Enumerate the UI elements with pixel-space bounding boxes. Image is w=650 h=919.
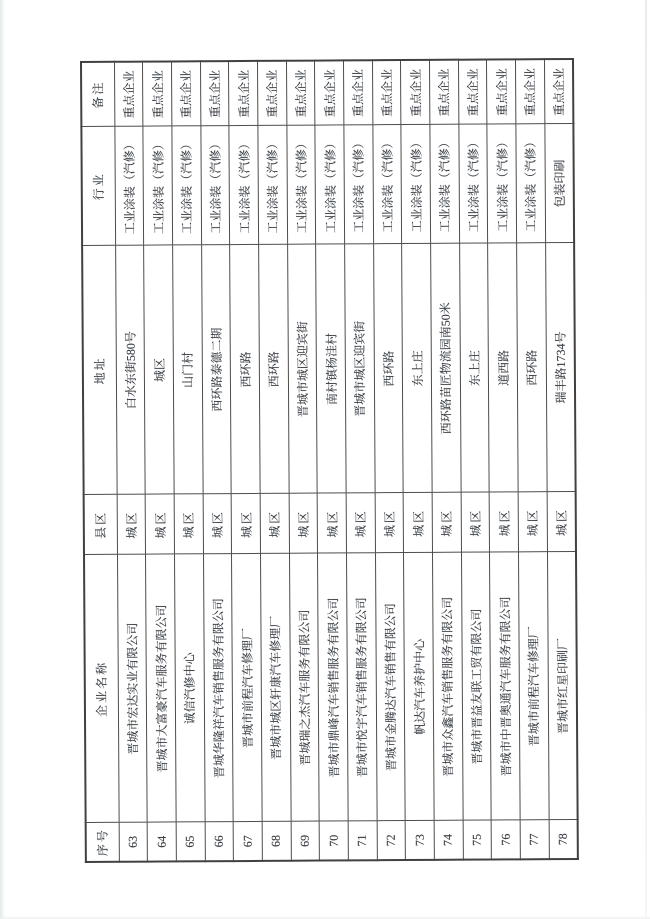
table-cell-remark: 重点企业	[430, 60, 459, 125]
table-cell-serial: 75	[463, 821, 492, 860]
table-cell-address: 晋城市城区迎宾街	[287, 245, 317, 494]
table-cell-industry: 工业涂装（汽修）	[487, 124, 516, 243]
table-cell-remark: 重点企业	[343, 60, 372, 125]
table-cell-county: 城区	[317, 493, 346, 553]
table-cell-name: 晋城市大富豪汽车服务有限公司	[146, 554, 176, 822]
page-edge-shadow-right	[645, 0, 647, 919]
table-cell-county: 城区	[203, 494, 232, 554]
table-cell-industry: 工业涂装（汽修）	[258, 126, 287, 245]
table-cell-serial: 68	[262, 822, 291, 861]
table-cell-name: 晋城市宏达实业有限公司	[117, 555, 147, 823]
address-header: 地址	[82, 246, 117, 495]
table-cell-remark: 重点企业	[544, 59, 573, 124]
table-cell-industry: 工业涂装（汽修）	[114, 127, 143, 246]
table-cell-address: 晋城市城区迎宾街	[345, 244, 375, 493]
table-cell-industry: 工业涂装（汽修）	[516, 124, 545, 243]
table-row	[544, 59, 578, 859]
table-cell-industry: 工业涂装（汽修）	[143, 126, 172, 245]
table-cell-address: 西环路	[259, 245, 289, 494]
table-cell-serial: 66	[205, 822, 234, 861]
table-cell-serial: 65	[176, 822, 205, 861]
table-cell-county: 城区	[547, 492, 576, 552]
table-cell-county: 城区	[117, 495, 146, 555]
table-cell-remark: 重点企业	[487, 59, 516, 124]
table-cell-remark: 重点企业	[114, 62, 143, 127]
table-cell-industry: 工业涂装（汽修）	[200, 126, 229, 245]
table-cell-remark: 重点企业	[401, 60, 430, 125]
table-cell-serial: 67	[233, 822, 262, 861]
table-cell-name: 晋城市金腾达汽车销售有限公司	[375, 553, 405, 821]
table-cell-serial: 70	[319, 821, 348, 860]
remark-header: 备注	[81, 62, 114, 127]
table-cell-name: 晋城市众鑫汽车销售服务有限公司	[433, 553, 463, 821]
industry-header: 行业	[81, 127, 115, 246]
table-cell-remark: 重点企业	[458, 60, 487, 125]
table-cell-county: 城区	[231, 494, 260, 554]
table-cell-industry: 工业涂装（汽修）	[373, 125, 402, 244]
table-cell-address: 城区	[144, 245, 174, 494]
table-cell-county: 城区	[145, 494, 174, 554]
table-cell-address: 西环路泰德二期	[201, 245, 231, 494]
table-cell-remark: 重点企业	[229, 61, 258, 126]
table-header-row	[81, 62, 119, 862]
table-cell-address: 道西路	[488, 243, 518, 492]
table-cell-industry: 包装印刷	[545, 124, 574, 243]
table-cell-address: 西环路苗匠物流园南50米	[431, 244, 461, 493]
table-cell-industry: 工业涂装（汽修）	[401, 125, 430, 244]
table-cell-remark: 重点企业	[171, 61, 200, 126]
table-cell-industry: 工业涂装（汽修）	[344, 125, 373, 244]
table-cell-serial: 71	[348, 821, 377, 860]
table-cell-county: 城区	[346, 493, 375, 553]
table-cell-address: 山门村	[172, 245, 202, 494]
table-cell-address: 西环路	[373, 244, 403, 493]
page-edge-shadow-left	[0, 0, 5, 919]
table-cell-county: 城区	[518, 492, 547, 552]
table-cell-serial: 64	[147, 822, 176, 861]
table-cell-county: 城区	[432, 493, 461, 553]
table-cell-county: 城区	[404, 493, 433, 553]
table-cell-name: 晋城市晋益友联工贸有限公司	[461, 553, 491, 821]
table-cell-name: 晋城市前程汽车修理厂	[519, 552, 549, 820]
table-cell-industry: 工业涂装（汽修）	[287, 126, 316, 245]
table-cell-address: 瑞丰路1734号	[545, 243, 575, 492]
table-cell-industry: 工业涂装（汽修）	[172, 126, 201, 245]
table-cell-address: 东上庄	[459, 244, 489, 493]
table-cell-remark: 重点企业	[286, 61, 315, 126]
table-cell-remark: 重点企业	[143, 61, 172, 126]
table-cell-address: 东上庄	[402, 244, 432, 493]
table-cell-serial: 69	[291, 822, 320, 861]
table-cell-name: 诚信汽修中心	[174, 554, 204, 822]
table-cell-county: 城区	[375, 493, 404, 553]
table-cell-remark: 重点企业	[315, 60, 344, 125]
table-cell-county: 城区	[289, 494, 318, 554]
table-cell-address: 西环路	[517, 243, 547, 492]
table-cell-industry: 工业涂装（汽修）	[459, 125, 488, 244]
table-cell-county: 城区	[260, 494, 289, 554]
rotated-table-container	[80, 60, 577, 863]
table-cell-industry: 工业涂装（汽修）	[430, 125, 459, 244]
table-cell-name: 晋城市鼎峰汽车销售服务有限公司	[318, 553, 348, 821]
enterprise-name-header: 企业名称	[84, 555, 119, 823]
table-cell-county: 城区	[490, 492, 519, 552]
serial-number-header: 序号	[86, 823, 119, 862]
table-cell-serial: 78	[549, 820, 578, 859]
table-cell-serial: 72	[377, 821, 406, 860]
table-cell-name: 晋城市城区轩康汽车修理厂	[260, 554, 290, 822]
table-cell-serial: 63	[119, 823, 148, 862]
table-cell-remark: 重点企业	[257, 61, 286, 126]
table-cell-serial: 73	[406, 821, 435, 860]
table-cell-name: 帆达汽车养护中心	[404, 553, 434, 821]
table-cell-name: 晋城市中晋奥通汽车服务有限公司	[490, 552, 520, 820]
enterprise-table	[80, 58, 579, 863]
table-cell-name: 晋城市悦宇汽车销售服务有限公司	[347, 553, 377, 821]
table-cell-industry: 工业涂装（汽修）	[315, 125, 344, 244]
table-cell-serial: 74	[434, 821, 463, 860]
table-cell-address: 西环路	[230, 245, 260, 494]
table-cell-remark: 重点企业	[516, 59, 545, 124]
table-cell-address: 白水东街580号	[115, 246, 145, 495]
table-cell-serial: 77	[520, 820, 549, 859]
county-header: 县区	[84, 495, 117, 555]
table-cell-address: 南村镇杨洼村	[316, 244, 346, 493]
table-cell-name: 晋城市红星印刷厂	[547, 552, 577, 820]
table-body	[114, 59, 578, 862]
table-cell-name: 晋城华隆祥汽车销售服务有限公司	[203, 554, 233, 822]
table-cell-county: 城区	[461, 493, 490, 553]
table-cell-remark: 重点企业	[200, 61, 229, 126]
table-cell-industry: 工业涂装（汽修）	[229, 126, 258, 245]
table-cell-county: 城区	[174, 494, 203, 554]
table-cell-remark: 重点企业	[372, 60, 401, 125]
table-cell-serial: 76	[492, 820, 521, 859]
table-cell-name: 晋城瑞之杰汽车服务有限公司	[289, 554, 319, 822]
table-cell-name: 晋城市前程汽车修理厂	[232, 554, 262, 822]
